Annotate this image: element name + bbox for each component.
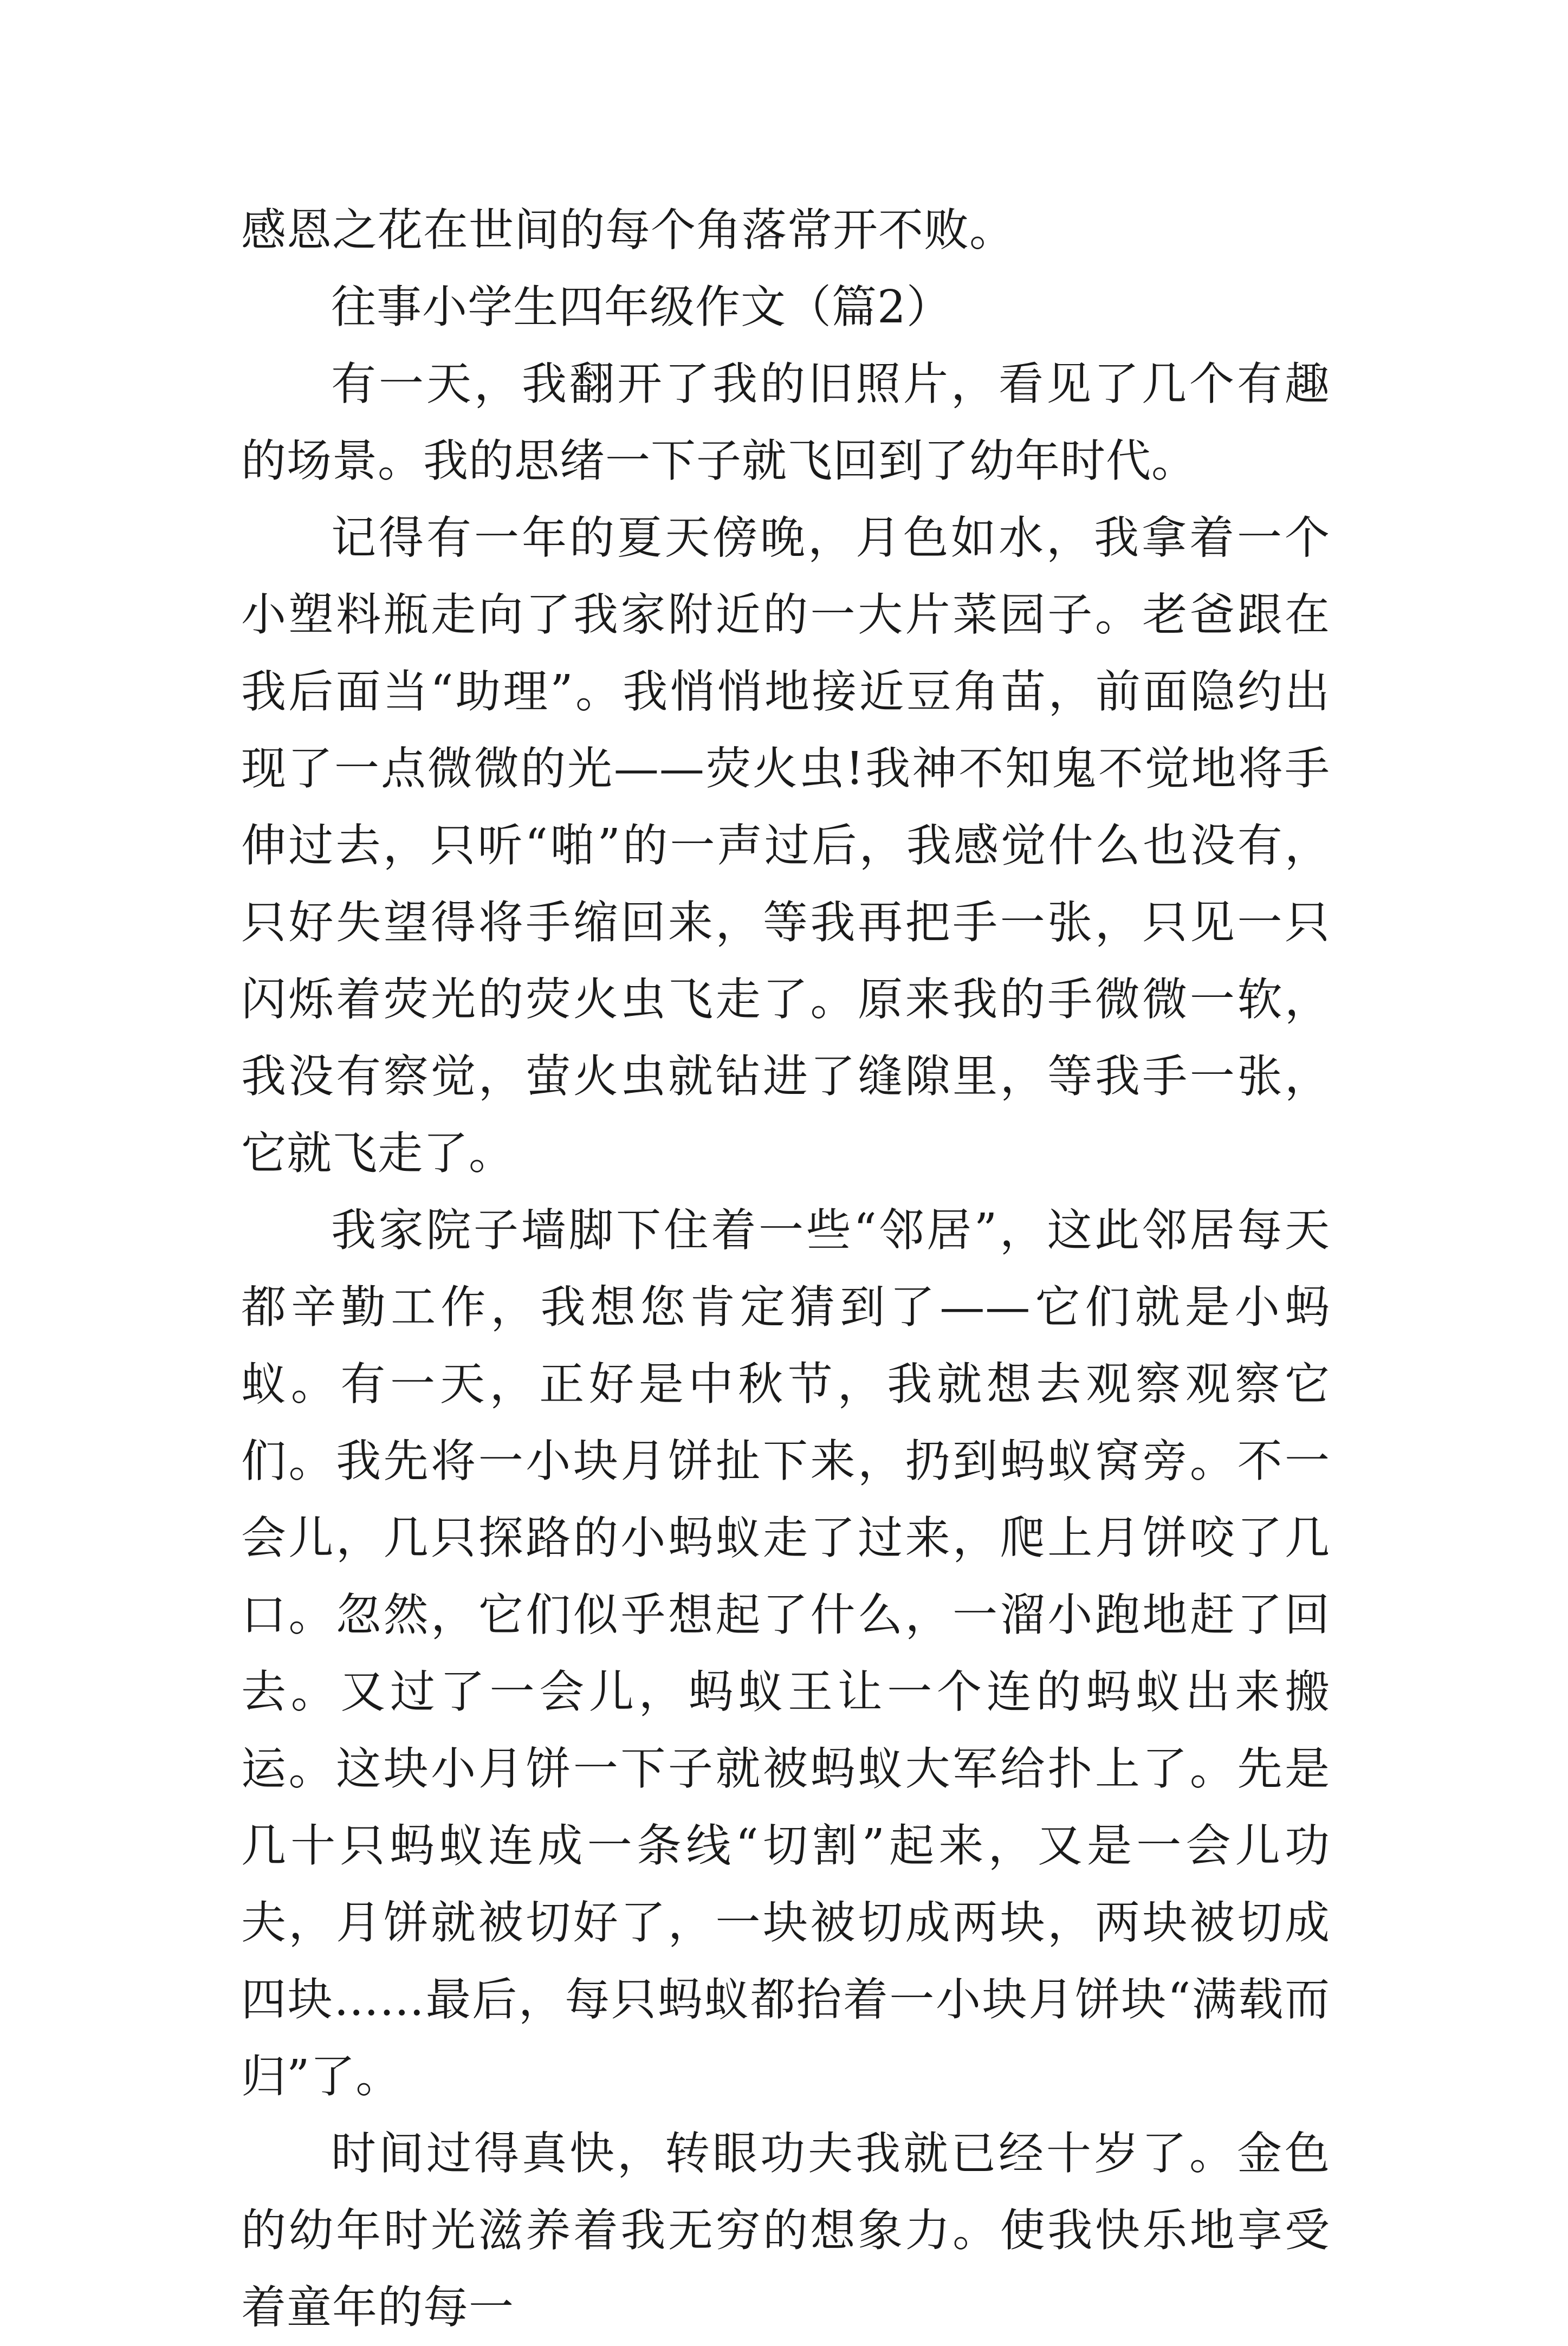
paragraph-continuation: 感恩之花在世间的每个角落常开不败。 — [241, 204, 1015, 256]
paragraph-firefly: 记得有一年的夏天傍晚，月色如水，我拿着一个小塑料瓶走向了我家附近的一大片菜园子。老爸跟在我后面当“助理”。我悄悄地接近豆角苗，前面隐约出现了一点微微的光——荧火虫!我神不知鬼不觉地将手伸过去，只听“啪”的一声过后，我感觉什么也没有，只好失望得将手缩回来，等我再把手一张，只见一只闪烁着荧光的荧火虫飞走了。原来我的手微微一软，我没有察觉，萤火虫就钻进了缝隙里，等我手一张，它就飞走了。 — [241, 511, 1330, 1180]
paragraph-closing: 时间过得真快，转眼功夫我就已经十岁了。金色的幼年时光滋养着我无穷的想象力。使我快乐地享受着童年的每一 — [241, 2127, 1330, 2334]
essay-title: 往事小学生四年级作文（篇2） — [331, 281, 952, 333]
paragraph-intro: 有一天，我翻开了我的旧照片，看见了几个有趣的场景。我的思绪一下子就飞回到了幼年时代。 — [241, 358, 1330, 487]
document-body — [241, 192, 1330, 2346]
paragraph-ants: 我家院子墙脚下住着一些“邻居”，这此邻居每天都辛勤工作，我想您肯定猜到了——它们就是小蚂蚁。有一天，正好是中秋节，我就想去观察观察它们。我先将一小块月饼扯下来，扔到蚂蚁窝旁。不一会儿，几只探路的小蚂蚁走了过来，爬上月饼咬了几口。忽然，它们似乎想起了什么，一溜小跑地赶了回去。又过了一会儿，蚂蚁王让一个连的蚂蚁出来搬运。这块小月饼一下子就被蚂蚁大军给扑上了。先是几十只蚂蚁连成一条线“切割”起来，又是一会儿功夫，月饼就被切好了，一块被切成两块，两块被切成四块……最后，每只蚂蚁都抬着一小块月饼块“满载而归”了。 — [241, 1204, 1330, 2103]
